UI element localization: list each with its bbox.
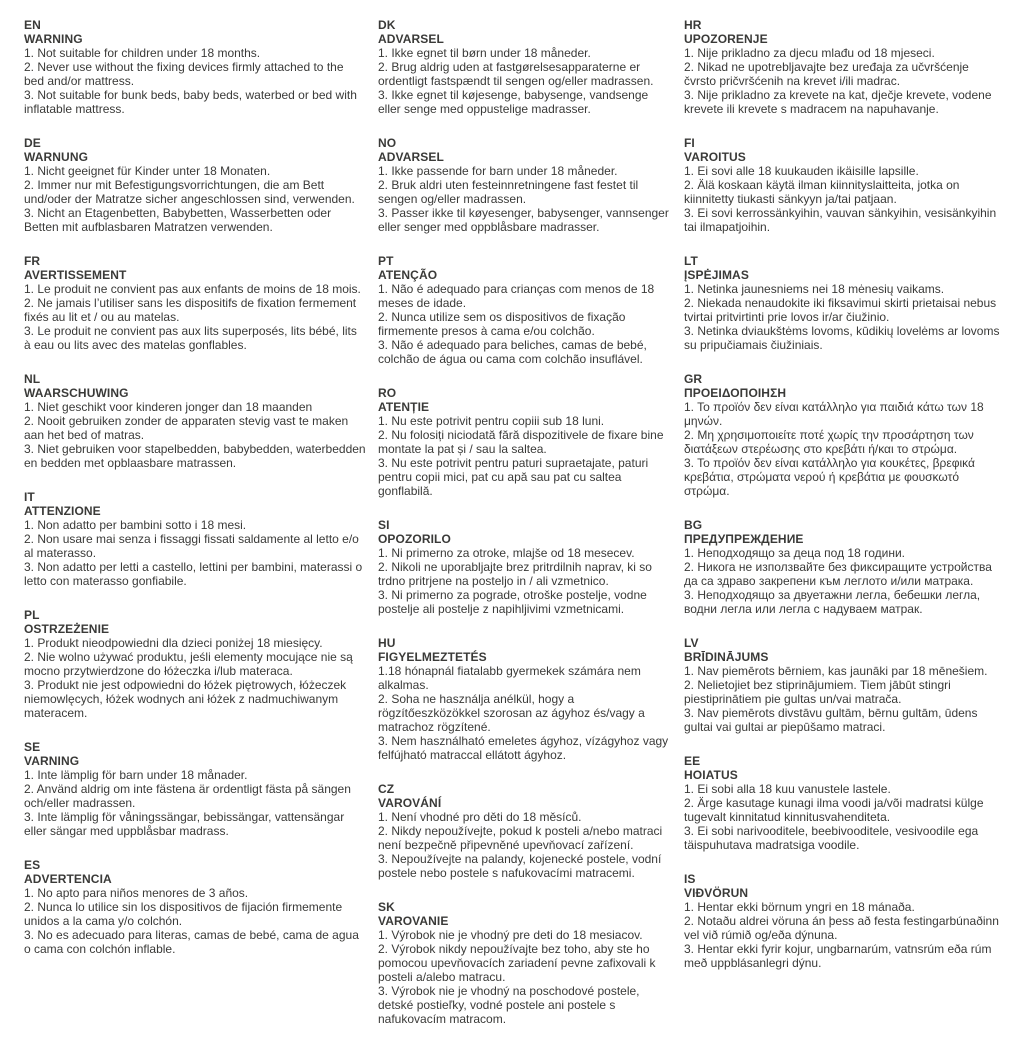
warning-title: ΠΡΟΕΙΔΟΠΟΙΗΣΗ (684, 386, 787, 400)
section-lt (684, 254, 1002, 352)
warning-title: VAROVANIE (378, 914, 449, 928)
warning-item-3: 3. Hentar ekki fyrir kojur, ungbarnarúm, vatnsrúm eða rúm með uppblásanlegri dýnu. (684, 942, 992, 970)
warning-title: HOIATUS (684, 768, 738, 782)
section-hu (378, 636, 670, 762)
warning-item-1: 1. Není vhodné pro děti do 18 měsíců. (378, 810, 582, 824)
section-de (24, 136, 366, 234)
column-2 (378, 18, 670, 1046)
section-en (24, 18, 366, 116)
warning-item-3: 3. Nu este potrivit pentru paturi supraetajate, paturi pentru copii mici, pat cu apă sau pat cu saltea gonflabilă. (378, 456, 649, 498)
warning-item-2: 2. Brug aldrig uden at fastgørelsesapparaterne er ordentligt fastspændt til sengen og/eller madrassen. (378, 60, 654, 88)
warning-item-2: 2. Nie wolno używać produktu, jeśli elementy mocujące nie są mocno przytwierdzone do łóżeczka i/lub materaca. (24, 650, 353, 678)
warning-item-3: 3. Ei sobi narivooditele, beebivooditele, vesivoodile ega täispuhutava madratsiga voodile. (684, 824, 979, 852)
warning-item-3: 3. Produkt nie jest odpowiedni do łóżek piętrowych, łóżeczek niemowlęcych, łóżek wodnych ani łóżek z nadmuchiwanym materacem. (24, 678, 347, 720)
language-code: SE (24, 740, 41, 754)
warning-title: WAARSCHUWING (24, 386, 129, 400)
warning-item-3: 3. Неподходящо за двуетажни легла, бебешки легла, водни легла или легла с надуваем матрак. (684, 588, 981, 616)
warning-item-2: 2. Nunca lo utilice sin los dispositivos de fijación firmemente unidos a la cama y/o colchón. (24, 900, 343, 928)
warning-item-3: 3. Ikke egnet til køjesenge, babysenge, vandsenge eller senge med oppustelige madrasser. (378, 88, 649, 116)
warning-item-1: 1. Nu este potrivit pentru copiii sub 18 luni. (378, 414, 605, 428)
warning-item-3: 3. Nije prikladno za krevete na kat, dječje krevete, vodene krevete ili krevete s madracem na napuhavanje. (684, 88, 992, 116)
warning-item-3: 3. Nepoužívejte na palandy, kojenecké postele, vodní postele nebo postele s nafukovacími matracemi. (378, 852, 662, 880)
warning-title: ATENÇÃO (378, 268, 438, 282)
warning-title: UPOZORENJE (684, 32, 768, 46)
warning-item-1: 1.18 hónapnál fiatalabb gyermekek számára nem alkalmas. (378, 664, 641, 692)
language-code: IS (684, 872, 696, 886)
warning-item-1: 1. Výrobok nie je vhodný pre deti do 18 mesiacov. (378, 928, 643, 942)
language-code: FR (24, 254, 41, 268)
section-fr (24, 254, 366, 352)
warning-item-1: 1. Não é adequado para crianças com menos de 18 meses de idade. (378, 282, 655, 310)
column-3 (684, 18, 1002, 990)
warning-item-2: 2. Nu folosiți niciodată fără dispozitivele de fixare bine montate la pat și / sau la saltea. (378, 428, 664, 456)
language-code: EN (24, 18, 41, 32)
warning-item-3: 3. Non adatto per letti a castello, lettini per bambini, materassi o letto con materasso gonfiabile. (24, 560, 363, 588)
warning-title: VAROVÁNÍ (378, 796, 442, 810)
section-is (684, 872, 1002, 970)
section-dk (378, 18, 670, 116)
warning-title: ПРЕДУПРЕЖДЕНИЕ (684, 532, 804, 546)
warning-item-2: 2. Výrobok nikdy nepoužívajte bez toho, aby ste ho pomocou upevňovacích zariadení pevne zafixovali k posteli a/alebo matracu. (378, 942, 656, 984)
section-ee (684, 754, 1002, 852)
language-code: SI (378, 518, 390, 532)
warning-item-2: 2. Μη χρησιμοποιείτε ποτέ χωρίς την προσάρτηση των διατάξεων στερέωσης στο κρεβάτι ή/και το στρώμα. (684, 428, 974, 456)
section-no (378, 136, 670, 234)
warning-item-1: 1. Netinka jaunesniems nei 18 mėnesių vaikams. (684, 282, 945, 296)
warning-item-3: 3. No es adecuado para literas, camas de bebé, cama de agua o cama con colchón inflable. (24, 928, 359, 956)
warning-item-1: 1. Ikke passende for barn under 18 måneder. (378, 164, 618, 178)
language-code: LV (684, 636, 699, 650)
section-gr (684, 372, 1002, 498)
language-code: DE (24, 136, 41, 150)
column-1 (24, 18, 366, 976)
warning-item-1: 1. Το προϊόν δεν είναι κατάλληλο για παιδιά κάτω των 18 μηνών. (684, 400, 984, 428)
language-code: BG (684, 518, 703, 532)
warning-item-1: 1. Non adatto per bambini sotto i 18 mesi. (24, 518, 247, 532)
warning-title: VAROITUS (684, 150, 746, 164)
warning-title: OSTRZEŻENIE (24, 622, 110, 636)
section-nl (24, 372, 366, 470)
warning-item-2: 2. Immer nur mit Befestigungsvorrichtungen, die am Bett und/oder der Matratze sicher angeschlossen sind, verwenden. (24, 178, 355, 206)
warning-item-2: 2. Niekada nenaudokite iki fiksavimui skirti prietaisai nebus tvirtai pritvirtinti prie lovos ir/ar čiužinio. (684, 296, 997, 324)
warning-title: VIÐVÖRUN (684, 886, 749, 900)
language-code: HR (684, 18, 702, 32)
warning-item-2: 2. Nikdy nepoužívejte, pokud k posteli a/nebo matraci není bezpečně připevněné upevňovací zařízení. (378, 824, 663, 852)
warning-item-1: 1. No apto para niños menores de 3 años. (24, 886, 249, 900)
warning-title: ĮSPĖJIMAS (684, 268, 749, 282)
warning-item-2: 2. Notaðu aldrei vöruna án þess að festa festingarbúnaðinn vel við rúmið og/eða dýnuna. (684, 914, 999, 942)
warning-title: VARNING (24, 754, 80, 768)
section-si (378, 518, 670, 616)
warning-item-1: 1. Inte lämplig för barn under 18 månader. (24, 768, 248, 782)
warning-title: ADVARSEL (378, 32, 444, 46)
warning-title: ATENȚIE (378, 400, 430, 414)
warning-title: ADVARSEL (378, 150, 444, 164)
warning-item-1: 1. Неподходящо за деца под 18 години. (684, 546, 905, 560)
warning-item-1: 1. Ei sobi alla 18 kuu vanustele lastele. (684, 782, 891, 796)
warning-item-2: 2. Nooit gebruiken zonder de apparaten stevig vast te maken aan het bed of matras. (24, 414, 349, 442)
warning-item-2: 2. Ne jamais l’utiliser sans les dispositifs de fixation fermement fixés au lit et / ou au matelas. (24, 296, 357, 324)
warning-title: ATTENZIONE (24, 504, 101, 518)
section-bg (684, 518, 1002, 616)
language-code: EE (684, 754, 701, 768)
language-code: LT (684, 254, 698, 268)
language-code: NO (378, 136, 397, 150)
language-code: NL (24, 372, 41, 386)
warning-item-2: 2. Nunca utilize sem os dispositivos de fixação firmemente presos à cama e/ou colchão. (378, 310, 626, 338)
warning-item-2: 2. Använd aldrig om inte fästena är ordentligt fästa på sängen och/eller madrassen. (24, 782, 351, 810)
section-hr (684, 18, 1002, 116)
section-fi (684, 136, 1002, 234)
warning-item-1: 1. Hentar ekki börnum yngri en 18 mánaða. (684, 900, 915, 914)
section-lv (684, 636, 1002, 734)
warning-item-1: 1. Nicht geeignet für Kinder unter 18 Monaten. (24, 164, 271, 178)
warning-item-2: 2. Soha ne használja anélkül, hogy a rögzítőeszközökkel szorosan az ágyhoz és/vagy a matrachoz rögzítené. (378, 692, 645, 734)
warning-item-3: 3. Nicht an Etagenbetten, Babybetten, Wasserbetten oder Betten mit aufblasbaren Matratzen verwenden. (24, 206, 332, 234)
section-sk (378, 900, 670, 1026)
language-code: ES (24, 858, 41, 872)
warning-item-1: 1. Nav piemērots bērniem, kas jaunāki par 18 mēnešiem. (684, 664, 988, 678)
section-cz (378, 782, 670, 880)
warning-item-2: 2. Nelietojiet bez stiprinājumiem. Tiem jābūt stingri piestiprinātiem pie gultas un/vai matrača. (684, 678, 951, 706)
warning-item-2: 2. Never use without the fixing devices firmly attached to the bed and/or mattress. (24, 60, 344, 88)
language-code: CZ (378, 782, 395, 796)
section-pl (24, 608, 366, 720)
warning-item-1: 1. Niet geschikt voor kinderen jonger dan 18 maanden (24, 400, 313, 414)
warning-item-3: 3. Το προϊόν δεν είναι κατάλληλο για κουκέτες, βρεφικά κρεβάτια, στρώματα νερού ή κρεβάτια με φουσκωτό στρώμα. (684, 456, 975, 498)
warning-item-2: 2. Ärge kasutage kunagi ilma voodi ja/või madratsi külge tugevalt kinnitatud kinnitusvahenditeta. (684, 796, 984, 824)
language-code: IT (24, 490, 35, 504)
warning-item-3: 3. Niet gebruiken voor stapelbedden, babybedden, waterbedden en bedden met opblaasbare matrassen. (24, 442, 366, 470)
warning-title: OPOZORILO (378, 532, 451, 546)
warning-item-2: 2. Älä koskaan käytä ilman kiinnityslaitteita, jotka on kiinnitetty tiukasti sänkyyn ja/tai patjaan. (684, 178, 960, 206)
warning-item-2: 2. Non usare mai senza i fissaggi fissati saldamente al letto e/o al materasso. (24, 532, 359, 560)
warning-title: WARNUNG (24, 150, 89, 164)
section-ro (378, 386, 670, 498)
warning-title: FIGYELMEZTETÉS (378, 650, 487, 664)
warning-item-3: 3. Ni primerno za pograde, otroške postelje, vodne postelje ali postelje z napihljivimi vzmetnicami. (378, 588, 647, 616)
warning-item-1: 1. Le produit ne convient pas aux enfants de moins de 18 mois. (24, 282, 361, 296)
language-code: GR (684, 372, 703, 386)
warning-item-3: 3. Inte lämplig för våningssängar, bebissängar, vattensängar eller sängar med uppblåsbar madrass. (24, 810, 345, 838)
section-pt (378, 254, 670, 366)
language-code: HU (378, 636, 396, 650)
section-es (24, 858, 366, 956)
warning-item-2: 2. Nikad ne upotrebljavajte bez uređaja za učvršćenje čvrsto pričvršćenih na krevet i/ili madrac. (684, 60, 969, 88)
warning-item-3: 3. Netinka dviaukštėms lovoms, kūdikių lovelėms ar lovoms su pripučiamais čiužiniais. (684, 324, 1000, 352)
language-code: FI (684, 136, 695, 150)
warning-item-1: 1. Not suitable for children under 18 months. (24, 46, 261, 60)
warning-item-3: 3. Výrobok nie je vhodný na poschodové postele, detské postieľky, vodné postele ani postele s nafukovacím matracom. (378, 984, 640, 1026)
warning-item-3: 3. Não é adequado para beliches, camas de bebé, colchão de água ou cama com colchão insuflável. (378, 338, 647, 366)
language-code: DK (378, 18, 396, 32)
warning-title: AVERTISSEMENT (24, 268, 127, 282)
warning-item-2: 2. Никога не използвайте без фиксиращите устройства да са здраво закрепени към леглото и/или матрака. (684, 560, 992, 588)
warning-item-1: 1. Nije prikladno za djecu mlađu od 18 mjeseci. (684, 46, 935, 60)
warning-item-3: 3. Le produit ne convient pas aux lits superposés, lits bébé, lits à eau ou lits avec des matelas gonflables. (24, 324, 357, 352)
warning-title: ADVERTENCIA (24, 872, 112, 886)
section-it (24, 490, 366, 588)
warning-title: WARNING (24, 32, 83, 46)
language-code: PL (24, 608, 40, 622)
warning-item-2: 2. Bruk aldri uten festeinnretningene fast festet til sengen og/eller madrassen. (378, 178, 639, 206)
warning-item-1: 1. Ni primerno za otroke, mlajše od 18 mesecev. (378, 546, 635, 560)
warning-item-3: 3. Ei sovi kerrossänkyihin, vauvan sänkyihin, vesisänkyihin tai ilmapatjoihin. (684, 206, 997, 234)
warning-title: BRĪDINĀJUMS (684, 650, 769, 664)
language-code: PT (378, 254, 394, 268)
section-se (24, 740, 366, 838)
warning-item-3: 3. Nav piemērots divstāvu gultām, bērnu gultām, ūdens gultai vai gultai ar piepūšamo matraci. (684, 706, 978, 734)
warning-item-1: 1. Ei sovi alle 18 kuukauden ikäisille lapsille. (684, 164, 919, 178)
language-code: RO (378, 386, 397, 400)
warning-item-3: 3. Not suitable for bunk beds, baby beds, waterbed or bed with inflatable mattress. (24, 88, 357, 116)
warning-item-2: 2. Nikoli ne uporabljajte brez pritrdilnih naprav, ki so trdno pritrjene na posteljo in / ali vzmetnico. (378, 560, 652, 588)
language-code: SK (378, 900, 395, 914)
warning-item-3: 3. Passer ikke til køyesenger, babysenger, vannsenger eller senger med oppblåsbare madrasser. (378, 206, 669, 234)
warning-item-1: 1. Ikke egnet til børn under 18 måneder. (378, 46, 591, 60)
warning-item-1: 1. Produkt nieodpowiedni dla dzieci poniżej 18 miesięcy. (24, 636, 323, 650)
warning-item-3: 3. Nem használható emeletes ágyhoz, vízágyhoz vagy felfújható matraccal ellátott ágyhoz. (378, 734, 669, 762)
